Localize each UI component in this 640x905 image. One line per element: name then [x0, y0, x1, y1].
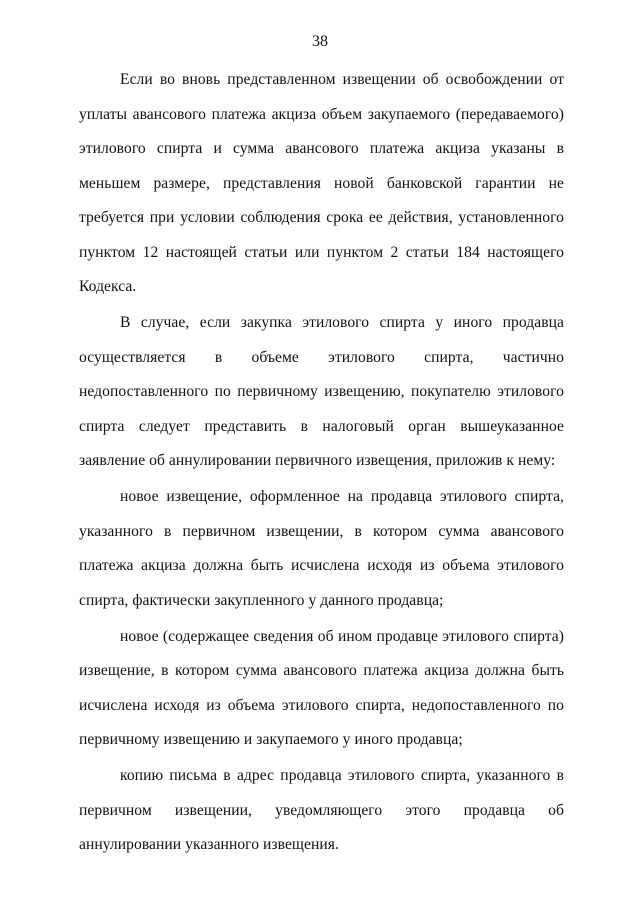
page-number: 38 — [312, 33, 328, 50]
paragraph-other-seller: В случае, если закупка этилового спирта у иного продавца осуществляется в объеме этилового спирта, частично недопоставленного по первичному извещению, покупателю этилового спирта следует представить в налоговый орган вышеуказанное заявление об аннулировании первичного извещения, приложив к нему: — [79, 314, 564, 469]
document-body — [79, 63, 564, 864]
paragraph-letter-copy: копию письма в адрес продавца этилового спирта, указанного в первичном извещении, уведомляющего этого продавца об аннулировании указанного извещения. — [79, 767, 564, 853]
paragraph-new-notice-original-seller: новое извещение, оформленное на продавца этилового спирта, указанного в первичном извещении, в котором сумма авансового платежа акциза должна быть исчислена исходя из объема этилового спирта, фактически закупленного у данного продавца; — [79, 488, 564, 609]
paragraph-reduced-notice: Если во вновь представленном извещении об освобождении от уплаты авансового платежа акциза объем закупаемого (передаваемого) этилового спирта и сумма авансового платежа акциза указаны в меньшем размере, представления новой банковской гарантии не требуется при условии соблюдения срока ее действия, установленного пунктом 12 настоящей статьи или пунктом 2 статьи 184 настоящего Кодекса. — [79, 71, 564, 295]
paragraph-new-notice-other-seller: новое (содержащее сведения об ином продавце этилового спирта) извещение, в котором сумма авансового платежа акциза должна быть исчислена исходя из объема этилового спирта, недопоставленного по первичному извещению и закупаемого у иного продавца; — [79, 627, 564, 748]
